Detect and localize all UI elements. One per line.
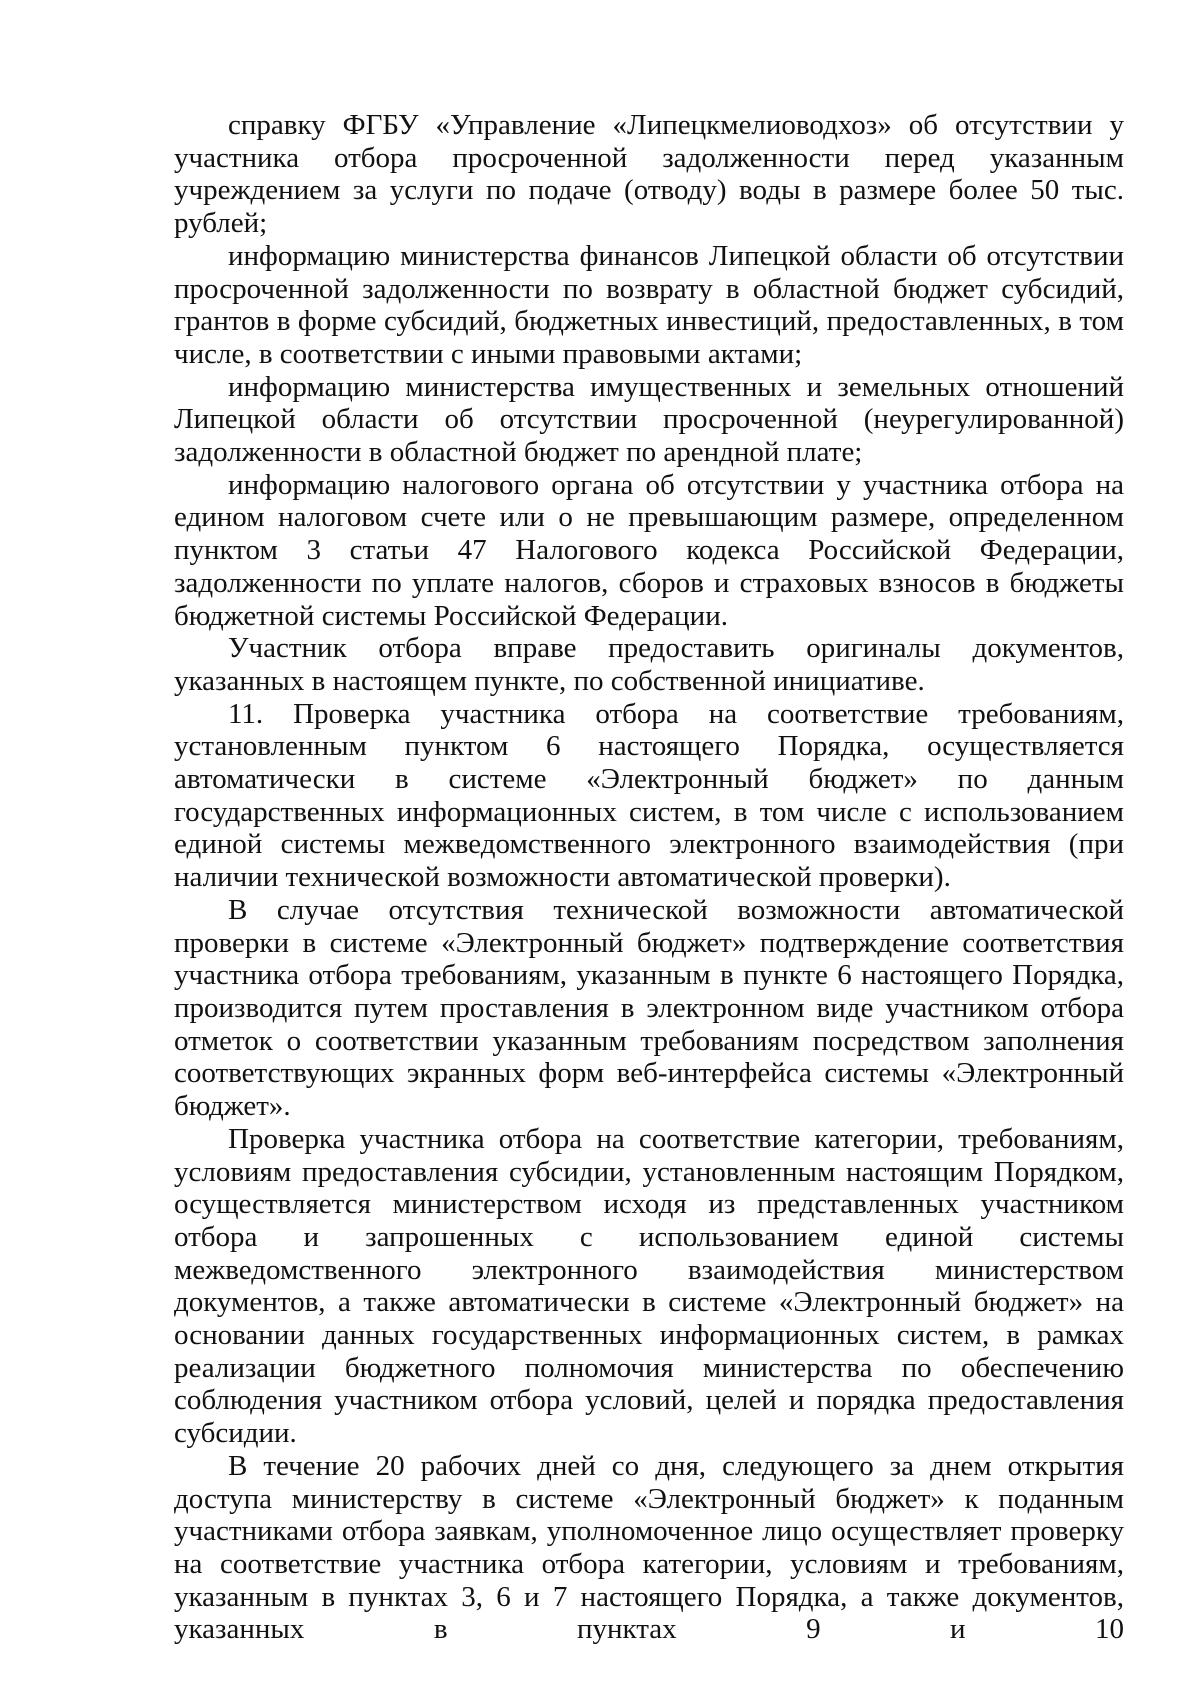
paragraph-originals-initiative: Участник отбора вправе предоставить оригиналы документов, указанных в настоящем пункте, по собственной инициативе. <box>174 632 1124 697</box>
paragraph-review-period: В течение 20 рабочих дней со дня, следующего за днем открытия доступа министерству в системе «Электронный бюджет» к поданным участниками отбора заявкам, уполномоченное лицо осуществляет проверку на соответствие участника отбора категории, условиям и требованиям, указанным в пунктах 3, 6 и 7 настоящего Порядка, а также документов, указанных в пунктах 9 и 10 <box>174 1449 1124 1646</box>
paragraph-finance-ministry-info: информацию министерства финансов Липецкой области об отсутствии просроченной задолженности по возврату в областной бюджет субсидий, грантов в форме субсидий, бюджетных инвестиций, предоставленных, в том числе, в соответствии с иными правовыми актами; <box>174 239 1124 370</box>
paragraph-ministry-verification: Проверка участника отбора на соответствие категории, требованиям, условиям предоставления субсидии, установленным настоящим Порядком, осуществляется министерством исходя из представленных участником отбора и запрошенных с использованием единой системы межведомственного электронного взаимодействия министерством документов, а также автоматически в системе «Электронный бюджет» на основании данных государственных информационных систем, в рамках реализации бюджетного полномочия министерства по обеспечению соблюдения участником отбора условий, целей и порядка предоставления субсидии. <box>174 1122 1124 1450</box>
paragraph-certificate-melioration: справку ФГБУ «Управление «Липецкмелиоводхоз» об отсутствии у участника отбора просроченной задолженности перед указанным учреждением за услуги по подаче (отводу) воды в размере более 50 тыс. рублей; <box>174 109 1124 240</box>
paragraph-item-11-automatic-check: 11. Проверка участника отбора на соответствие требованиям, установленным пунктом 6 настоящего Порядка, осуществляется автоматически в системе «Электронный бюджет» по данным государственных информационных систем, в том числе с использованием единой системы межведомственного электронного взаимодействия (при наличии технической возможности автоматической проверки). <box>174 697 1124 894</box>
paragraph-property-ministry-info: информацию министерства имущественных и земельных отношений Липецкой области об отсутствии просроченной (неурегулированной) задолженности в областной бюджет по арендной плате; <box>174 370 1124 469</box>
paragraph-manual-confirmation: В случае отсутствия технической возможности автоматической проверки в системе «Электронный бюджет» подтверждение соответствия участника отбора требованиям, указанным в пункте 6 настоящего Порядка, производится путем проставления в электронном виде участником отбора отметок о соответствии указанным требованиям посредством заполнения соответствующих экранных форм веб-интерфейса системы «Электронный бюджет». <box>174 893 1124 1123</box>
paragraph-tax-authority-info: информацию налогового органа об отсутствии у участника отбора на едином налоговом счете или о не превышающим размере, определенном пунктом 3 статьи 47 Налогового кодекса Российской Федерации, задолженности по уплате налогов, сборов и страховых взносов в бюджеты бюджетной системы Российской Федерации. <box>174 468 1124 632</box>
document-page <box>174 109 1124 1649</box>
